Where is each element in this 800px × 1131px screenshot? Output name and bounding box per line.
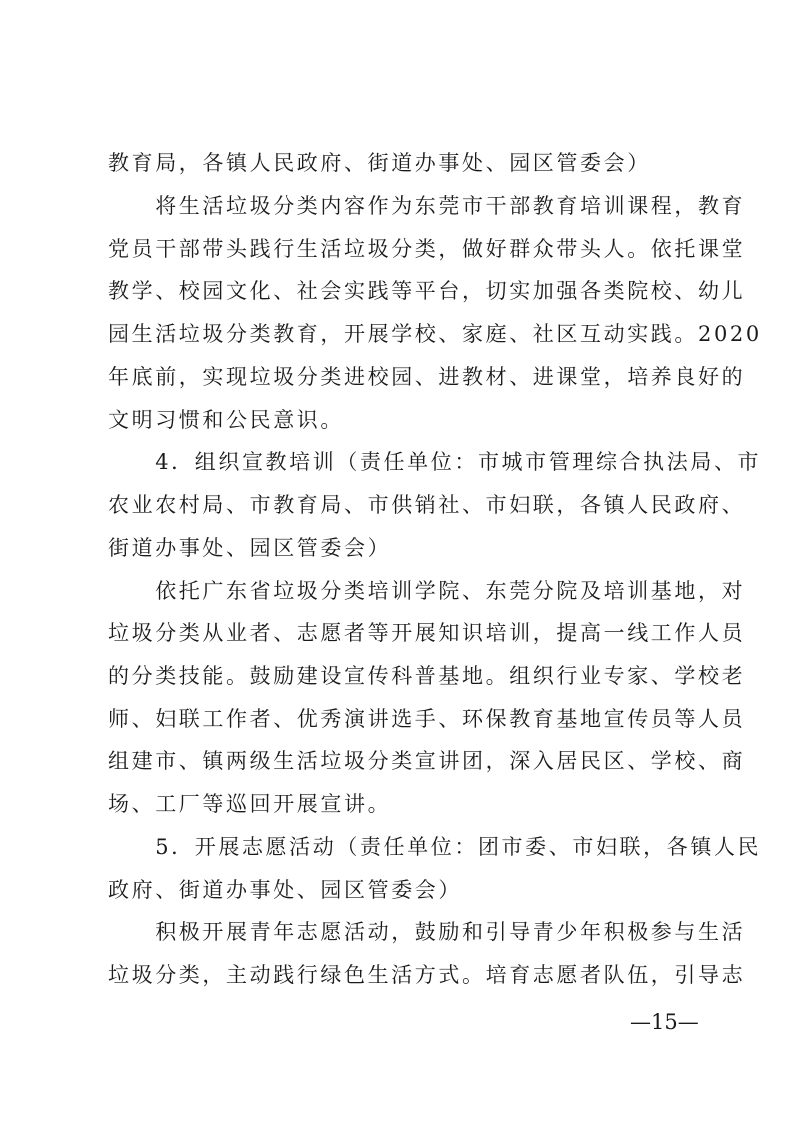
text-line: 年底前，实现垃圾分类进校园、进教材、进课堂，培养良好的	[108, 365, 746, 389]
text-line: 政府、街道办事处、园区管委会）	[108, 878, 462, 902]
text-line: 场、工厂等巡回开展宣讲。	[108, 792, 392, 816]
text-line: 教育局，各镇人民政府、街道办事处、园区管委会）	[108, 151, 651, 175]
text-line: 依托广东省垃圾分类培训学院、东莞分院及培训基地，对	[108, 579, 746, 603]
text-line: 5．开展志愿活动（责任单位：团市委、市妇联，各镇人民	[108, 835, 762, 859]
text-line: 师、妇联工作者、优秀演讲选手、环保教育基地宣传员等人员	[108, 707, 746, 731]
text-line: 垃圾分类从业者、志愿者等开展知识培训，提高一线工作人员	[108, 621, 746, 645]
text-line: 农业农村局、市教育局、市供销社、市妇联，各镇人民政府、	[108, 493, 746, 517]
text-line: 园生活垃圾分类教育，开展学校、家庭、社区互动实践。2020	[108, 322, 762, 346]
text-line: 党员干部带头践行生活垃圾分类，做好群众带头人。依托课堂	[108, 237, 746, 261]
text-line: 街道办事处、园区管委会）	[108, 536, 392, 560]
text-line: 教学、校园文化、社会实践等平台，切实加强各类院校、幼儿	[108, 279, 746, 303]
text-line: 4．组织宣教培训（责任单位：市城市管理综合执法局、市	[108, 450, 762, 474]
text-line: 文明习惯和公民意识。	[108, 408, 344, 432]
text-line: 垃圾分类，主动践行绿色生活方式。培育志愿者队伍，引导志	[108, 963, 746, 987]
text-line: 将生活垃圾分类内容作为东莞市干部教育培训课程，教育	[108, 194, 746, 218]
page-number: —15—	[630, 1010, 699, 1034]
text-line: 的分类技能。鼓励建设宣传科普基地。组织行业专家、学校老	[108, 664, 746, 688]
text-line: 积极开展青年志愿活动，鼓励和引导青少年积极参与生活	[108, 920, 746, 944]
text-line: 组建市、镇两级生活垃圾分类宣讲团，深入居民区、学校、商	[108, 749, 746, 773]
